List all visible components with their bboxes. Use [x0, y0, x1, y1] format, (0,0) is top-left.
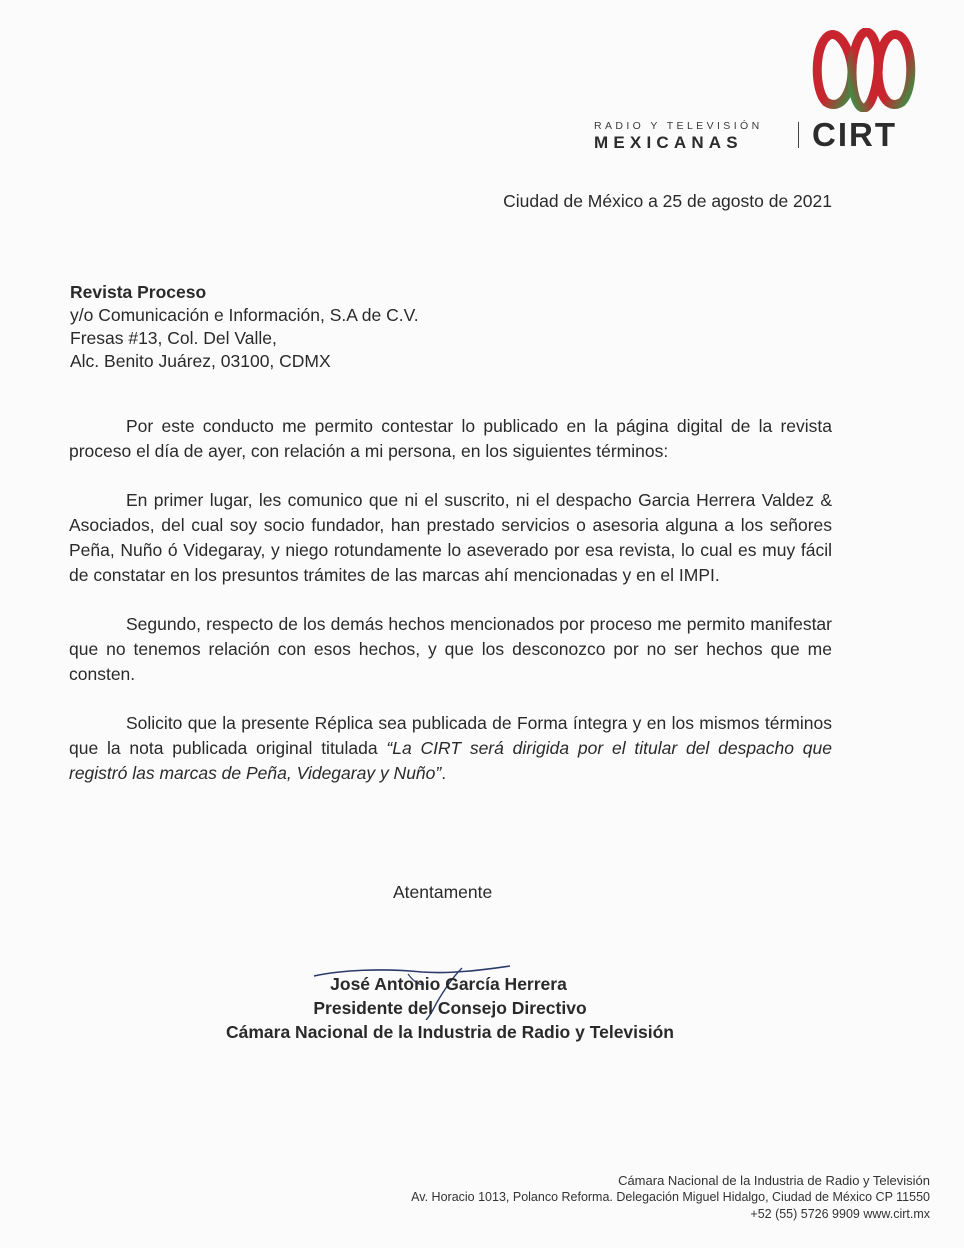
cirt-waves-icon — [812, 28, 916, 112]
logo-divider — [798, 122, 799, 148]
recipient-name: Revista Proceso — [70, 282, 207, 302]
recipient-line: Fresas #13, Col. Del Valle, — [70, 328, 277, 348]
body-paragraph — [69, 711, 832, 786]
footer-contact: +52 (55) 5726 9909 www.cirt.mx — [750, 1207, 930, 1221]
body-text: . — [441, 763, 447, 783]
letter-date: Ciudad de México a 25 de agosto de 2021 — [503, 191, 832, 211]
recipient-line: y/o Comunicación e Información, S.A de C.V. — [70, 305, 419, 325]
article-title-quote: “La CIRT será dirigida por el titular del despacho que registró las marcas de Peña, Videgaray y Nuño” — [69, 738, 832, 783]
body-paragraph: Segundo, respecto de los demás hechos mencionados por proceso me permito manifestar que no tenemos relación con esos hechos, y que los desconozco por no ser hechos que me consten. — [69, 614, 832, 684]
signature-block — [150, 972, 750, 1044]
footer-address: Av. Horacio 1013, Polanco Reforma. Delegación Miguel Hidalgo, Ciudad de México CP 11550 — [411, 1190, 930, 1204]
logo-subtitle: RADIO Y TELEVISIÓN — [594, 120, 763, 132]
body-paragraph: Por este conducto me permito contestar lo publicado en la página digital de la revista proceso el día de ayer, con relación a mi persona, en los siguientes términos: — [69, 416, 832, 461]
body-text: Solicito que la presente Réplica sea publicada de Forma íntegra y en los mismos términos que la nota publicada original titulada — [69, 713, 832, 758]
letter-footer — [411, 1172, 930, 1223]
signer-name: José Antonio García Herrera — [330, 974, 567, 994]
cirt-logo — [594, 28, 924, 158]
logo-main-text: MEXICANAS — [594, 133, 743, 152]
recipient-line: Alc. Benito Juárez, 03100, CDMX — [70, 351, 331, 371]
signer-organization: Cámara Nacional de la Industria de Radio y Televisión — [225, 1022, 674, 1042]
signer-title: Presidente del Consejo Directivo — [313, 998, 587, 1018]
logo-brand: CIRT — [812, 116, 897, 153]
recipient-block — [70, 281, 419, 373]
letter-body — [69, 414, 832, 810]
body-paragraph: En primer lugar, les comunico que ni el suscrito, ni el despacho Garcia Herrera Valdez & Asociados, del cual soy socio fundador, han prestado servicios o asesoria alguna a los señores Peña, Nuño ó Videgaray, y niego rotundamente lo aseverado por esa revista, lo cual es muy fácil de constatar en los presuntos trámites de las marcas ahí mencionadas y en el IMPI. — [69, 490, 832, 585]
footer-organization: Cámara Nacional de la Industria de Radio y Televisión — [618, 1173, 930, 1188]
closing: Atentamente — [393, 882, 493, 902]
